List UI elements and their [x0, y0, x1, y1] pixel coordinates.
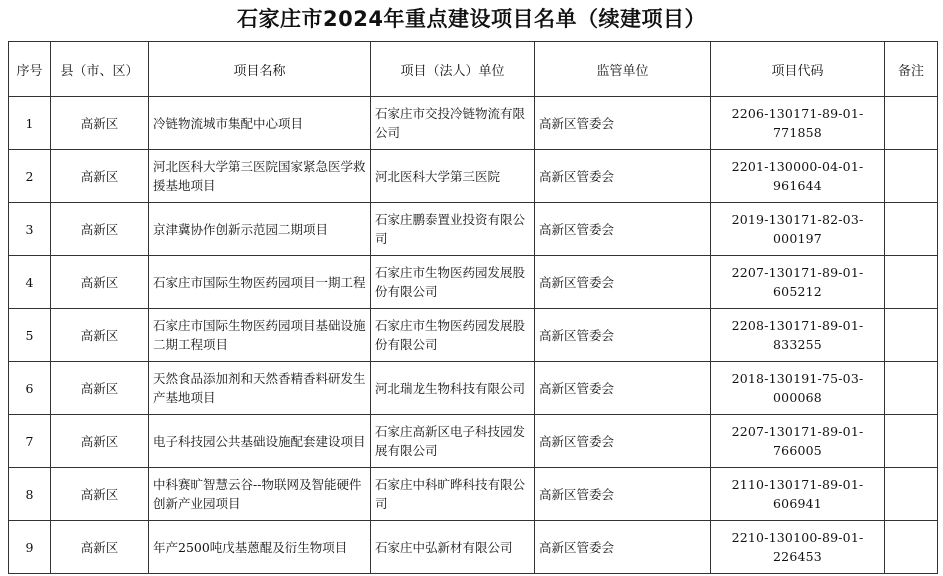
cell-unit: 河北瑞龙生物科技有限公司 [371, 362, 535, 415]
cell-county: 高新区 [51, 309, 149, 362]
cell-county: 高新区 [51, 468, 149, 521]
cell-county: 高新区 [51, 362, 149, 415]
cell-project-name: 石家庄市国际生物医药园项目基础设施二期工程项目 [149, 309, 371, 362]
table-header [9, 42, 938, 97]
cell-project-name: 京津冀协作创新示范园二期项目 [149, 203, 371, 256]
cell-remark [885, 468, 938, 521]
header-unit: 项目（法人）单位 [371, 42, 535, 97]
cell-remark [885, 309, 938, 362]
cell-remark [885, 521, 938, 574]
cell-county: 高新区 [51, 150, 149, 203]
cell-remark [885, 203, 938, 256]
cell-code: 2018-130191-75-03-000068 [711, 362, 885, 415]
cell-code: 2019-130171-82-03-000197 [711, 203, 885, 256]
cell-code: 2206-130171-89-01-771858 [711, 97, 885, 150]
cell-seq: 1 [9, 97, 51, 150]
cell-supervisor: 高新区管委会 [535, 150, 711, 203]
cell-unit: 石家庄高新区电子科技园发展有限公司 [371, 415, 535, 468]
cell-code: 2207-130171-89-01-605212 [711, 256, 885, 309]
cell-county: 高新区 [51, 415, 149, 468]
cell-seq: 5 [9, 309, 51, 362]
cell-remark [885, 150, 938, 203]
cell-code: 2110-130171-89-01-606941 [711, 468, 885, 521]
cell-county: 高新区 [51, 203, 149, 256]
cell-seq: 7 [9, 415, 51, 468]
cell-code: 2201-130000-04-01-961644 [711, 150, 885, 203]
cell-project-name: 年产2500吨戊基蒽醌及衍生物项目 [149, 521, 371, 574]
cell-supervisor: 高新区管委会 [535, 521, 711, 574]
cell-county: 高新区 [51, 521, 149, 574]
cell-seq: 3 [9, 203, 51, 256]
cell-code: 2207-130171-89-01-766005 [711, 415, 885, 468]
cell-unit: 石家庄中弘新材有限公司 [371, 521, 535, 574]
table-row [9, 362, 938, 415]
cell-county: 高新区 [51, 256, 149, 309]
table-row [9, 521, 938, 574]
cell-seq: 4 [9, 256, 51, 309]
table-row [9, 203, 938, 256]
table-row [9, 309, 938, 362]
cell-seq: 6 [9, 362, 51, 415]
table-body [9, 97, 938, 574]
cell-remark [885, 97, 938, 150]
cell-code: 2210-130100-89-01-226453 [711, 521, 885, 574]
header-county: 县（市、区） [51, 42, 149, 97]
cell-unit: 石家庄鹏泰置业投资有限公司 [371, 203, 535, 256]
cell-project-name: 石家庄市国际生物医药园项目一期工程 [149, 256, 371, 309]
cell-remark [885, 415, 938, 468]
header-seq: 序号 [9, 42, 51, 97]
table-row [9, 97, 938, 150]
table-row [9, 415, 938, 468]
cell-supervisor: 高新区管委会 [535, 309, 711, 362]
table-row [9, 256, 938, 309]
table-row [9, 150, 938, 203]
cell-project-name: 冷链物流城市集配中心项目 [149, 97, 371, 150]
cell-seq: 2 [9, 150, 51, 203]
cell-seq: 8 [9, 468, 51, 521]
cell-supervisor: 高新区管委会 [535, 415, 711, 468]
cell-unit: 石家庄市生物医药园发展股份有限公司 [371, 256, 535, 309]
cell-supervisor: 高新区管委会 [535, 203, 711, 256]
cell-unit: 石家庄市交投冷链物流有限公司 [371, 97, 535, 150]
cell-project-name: 电子科技园公共基础设施配套建设项目 [149, 415, 371, 468]
page-title: 石家庄市2024年重点建设项目名单（续建项目） [237, 7, 706, 31]
header-remark: 备注 [885, 42, 938, 97]
cell-remark [885, 256, 938, 309]
cell-unit: 石家庄市生物医药园发展股份有限公司 [371, 309, 535, 362]
cell-project-name: 中科赛旷智慧云谷--物联网及智能硬件创新产业园项目 [149, 468, 371, 521]
header-project-name: 项目名称 [149, 42, 371, 97]
table-row [9, 468, 938, 521]
cell-project-name: 河北医科大学第三医院国家紧急医学救援基地项目 [149, 150, 371, 203]
cell-remark [885, 362, 938, 415]
header-supervisor: 监管单位 [535, 42, 711, 97]
cell-supervisor: 高新区管委会 [535, 97, 711, 150]
cell-unit: 河北医科大学第三医院 [371, 150, 535, 203]
cell-project-name: 天然食品添加剂和天然香精香料研发生产基地项目 [149, 362, 371, 415]
cell-supervisor: 高新区管委会 [535, 468, 711, 521]
project-table [8, 41, 938, 574]
cell-unit: 石家庄中科旷晔科技有限公司 [371, 468, 535, 521]
header-code: 项目代码 [711, 42, 885, 97]
header-row [9, 42, 938, 97]
cell-code: 2208-130171-89-01-833255 [711, 309, 885, 362]
cell-supervisor: 高新区管委会 [535, 362, 711, 415]
cell-county: 高新区 [51, 97, 149, 150]
cell-supervisor: 高新区管委会 [535, 256, 711, 309]
cell-seq: 9 [9, 521, 51, 574]
